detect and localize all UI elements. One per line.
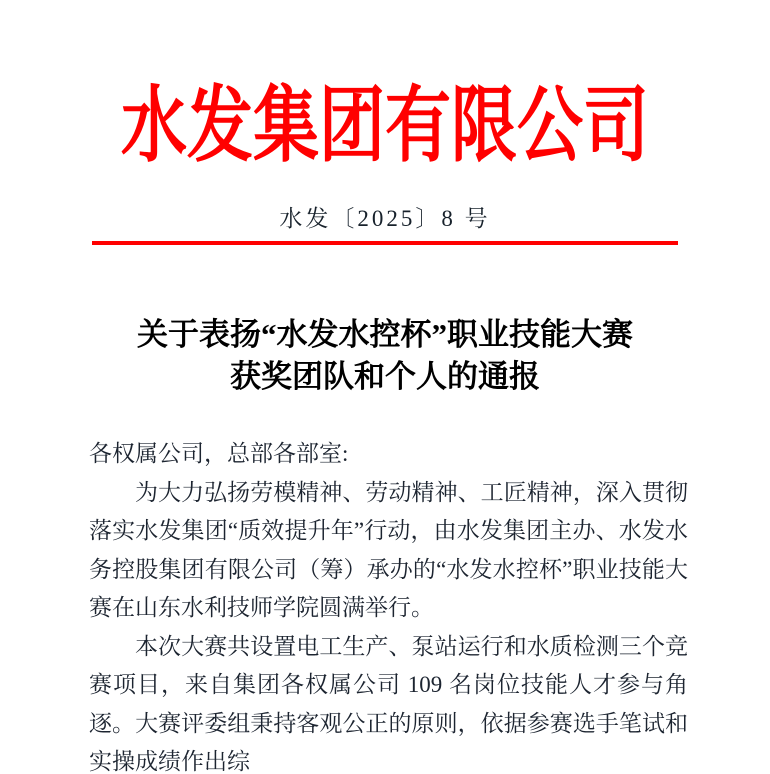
body-paragraph-1: 为大力弘扬劳模精神、劳动精神、工匠精神，深入贯彻落实水发集团“质效提升年”行动，由水发集团主办、水发水务控股集团有限公司（筹）承办的“水发水控杯”职业技能大赛在山东水利技师学院圆满举行。: [89, 479, 688, 620]
doc-number: 水发〔2025〕8 号: [279, 206, 491, 231]
notice-title-line1: 关于表扬“水发水控杯”职业技能大赛: [137, 317, 633, 352]
notice-body: [0, 435, 770, 774]
notice-title-line2: 获奖团队和个人的通报: [230, 359, 540, 394]
salutation: 各权属公司，总部各部室:: [89, 441, 349, 466]
notice-title: [0, 314, 770, 398]
body-paragraph-2: 本次大赛共设置电工生产、泵站运行和水质检测三个竞赛项目，来自集团各权属公司 109 名岗位技能人才参与角逐。大赛评委组秉持客观公正的原则，依据参赛选手笔试和实操成绩作出综: [89, 633, 688, 774]
letterhead-red-rule: [92, 241, 678, 245]
letterhead-company-name: 水发集团有限公司: [121, 81, 649, 173]
